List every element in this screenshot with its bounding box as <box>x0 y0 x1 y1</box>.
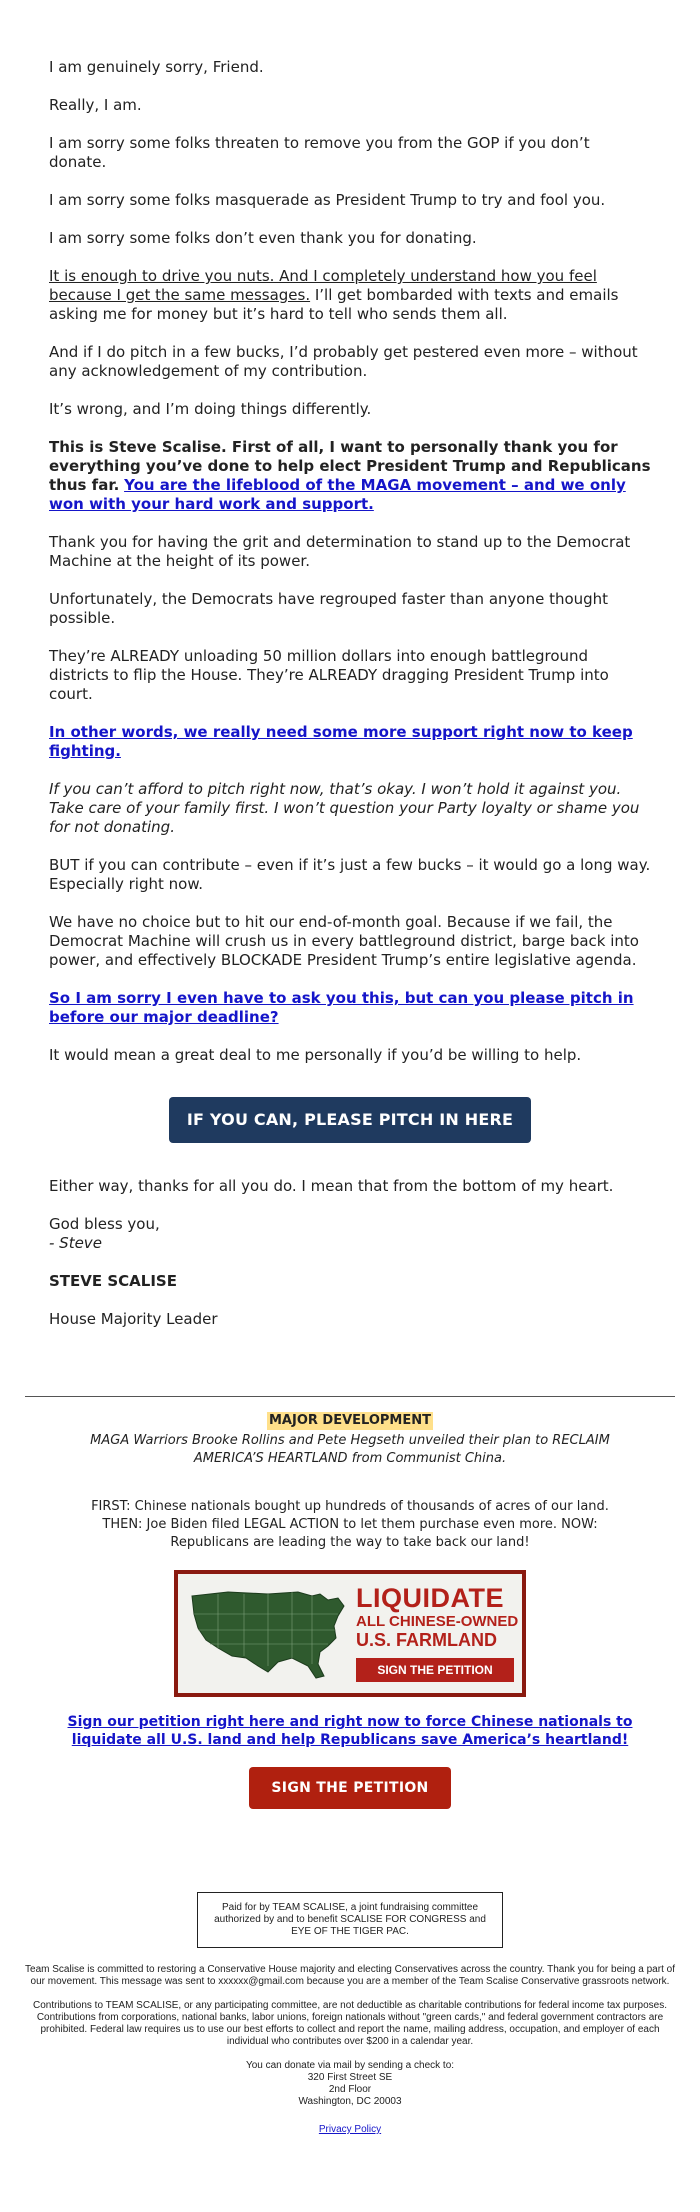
letter-paragraph: BUT if you can contribute – even if it’s just a few bucks – it would go a long way. Especially right now. <box>49 856 651 893</box>
major-development-badge: MAJOR DEVELOPMENT <box>269 1413 431 1428</box>
letter-paragraph: I am sorry some folks don’t even thank you for donating. <box>49 229 477 247</box>
cta-wrapper <box>49 1097 651 1143</box>
letter-paragraph: Really, I am. <box>49 96 142 114</box>
privacy-policy-link[interactable]: Privacy Policy <box>318 2124 382 2135</box>
paid-for-text: Paid for by TEAM SCALISE, a joint fundraising committee authorized by and to benefit SCALISE FOR CONGRESS and EYE OF THE TIGER PAC. <box>214 1902 486 1937</box>
banner-subline: U.S. FARMLAND <box>356 1630 497 1650</box>
address-line: 2nd Floor <box>328 2084 372 2095</box>
letter-paragraph: We have no choice but to hit our end-of-month goal. Because if we fail, the Democrat Machine will crush us in every battleground district, barge back into power, and effectively BLOCKADE President Trump’s entire legislative agenda. <box>49 913 639 969</box>
signature-name: STEVE SCALISE <box>49 1272 177 1290</box>
footer-text: You can donate via mail by sending a check to: <box>245 2060 455 2071</box>
email-letter <box>49 58 651 1348</box>
letter-paragraph <box>49 267 651 324</box>
letter-paragraph: Unfortunately, the Democrats have regrouped faster than anyone thought possible. <box>49 590 609 627</box>
address-line: 320 First Street SE <box>307 2072 393 2083</box>
paid-for-box <box>197 1892 503 1948</box>
banner-headline: LIQUIDATE <box>356 1583 504 1613</box>
underlined-text: It is enough to drive you nuts. And I completely understand how you feel because I get the same messages. <box>49 267 597 304</box>
letter-paragraph <box>49 438 651 514</box>
signature-title: House Majority Leader <box>49 1310 218 1328</box>
letter-paragraph <box>49 723 651 761</box>
letter-paragraph: They’re ALREADY unloading 50 million dollars into enough battleground districts to flip the House. They’re ALREADY dragging President Trump into court. <box>49 647 609 703</box>
promo-subhead: MAGA Warriors Brooke Rollins and Pete Hegseth unveiled their plan to RECLAIM AMERICA’S HEARTLAND from Communist China. <box>90 1433 610 1466</box>
donate-link[interactable]: So I am sorry I even have to ask you this, but can you please pitch in before our major deadline? <box>49 989 634 1026</box>
letter-paragraph: Thank you for having the grit and determination to stand up to the Democrat Machine at the height of its power. <box>49 533 631 570</box>
banner-subline: ALL CHINESE-OWNED <box>356 1613 519 1630</box>
letter-paragraph: If you can’t afford to pitch right now, that’s okay. I won’t hold it against you. Take care of your family first. I won’t question your Party loyalty or shame you for not donating. <box>49 780 640 836</box>
closing-line: God bless you, <box>49 1215 160 1233</box>
letter-paragraph: I am sorry some folks threaten to remove you from the GOP if you don’t donate. <box>49 134 590 171</box>
pitch-in-button[interactable]: IF YOU CAN, PLEASE PITCH IN HERE <box>169 1097 531 1143</box>
petition-banner-image[interactable] <box>174 1570 526 1697</box>
closing-name: - Steve <box>49 1234 102 1252</box>
sign-petition-button[interactable]: SIGN THE PETITION <box>249 1767 450 1809</box>
bold-text: This is Steve Scalise. First of all, I want to personally thank you for everything you’ve done to help elect President Trump and Republicans thus far. <box>49 438 651 494</box>
promo-body: FIRST: Chinese nationals bought up hundreds of thousands of acres of our land. THEN: Joe Biden filed LEGAL ACTION to let them purchase even more. NOW: Republicans are leading the way to take back our land! <box>91 1499 609 1550</box>
letter-paragraph: I am sorry some folks masquerade as President Trump to try and fool you. <box>49 191 606 209</box>
letter-text: I’ll get bombarded with texts and emails asking me for money but it’s hard to tell who sends them all. <box>49 286 619 323</box>
letter-paragraph: It’s wrong, and I’m doing things differently. <box>49 400 372 418</box>
letter-paragraph: And if I do pitch in a few bucks, I’d probably get pestered even more – without any acknowledgement of my contribution. <box>49 343 638 380</box>
banner-petition-button[interactable]: SIGN THE PETITION <box>356 1658 514 1682</box>
us-map-icon <box>188 1586 348 1682</box>
footer-text: Team Scalise is committed to restoring a Conservative House majority and electing Conservatives across the country. Thank you for being a part of our movement. This message was sent to xxxxxx@gmail.com because you are a member of the Team Scalise Conservative grassroots network. <box>25 1964 675 1987</box>
promo-section <box>25 1412 675 1809</box>
letter-paragraph: Either way, thanks for all you do. I mean that from the bottom of my heart. <box>49 1177 614 1195</box>
footer <box>25 1892 675 2136</box>
donate-link[interactable]: You are the lifeblood of the MAGA movement – and we only won with your hard work and support. <box>49 476 626 513</box>
greeting: I am genuinely sorry, Friend. <box>49 58 264 76</box>
address-line: Washington, DC 20003 <box>298 2096 402 2107</box>
letter-paragraph: It would mean a great deal to me personally if you’d be willing to help. <box>49 1046 582 1064</box>
divider <box>25 1396 675 1397</box>
closing <box>49 1215 651 1253</box>
donate-link[interactable]: In other words, we really need some more support right now to keep fighting. <box>49 723 633 760</box>
petition-link[interactable]: Sign our petition right here and right now to force Chinese nationals to liquidate all U.S. land and help Republicans save America’s heartland! <box>67 1714 633 1748</box>
footer-text: Contributions to TEAM SCALISE, or any participating committee, are not deductible as charitable contributions for federal income tax purposes. Contributions from corporations, national banks, labor unions, foreign nationals without "green cards," and federal government contractors are prohibited. Federal law requires us to use our best efforts to collect and report the name, mailing address, occupation, and employer of each individual who contributes over $200 in a calendar year. <box>32 2000 668 2047</box>
letter-paragraph <box>49 989 651 1027</box>
